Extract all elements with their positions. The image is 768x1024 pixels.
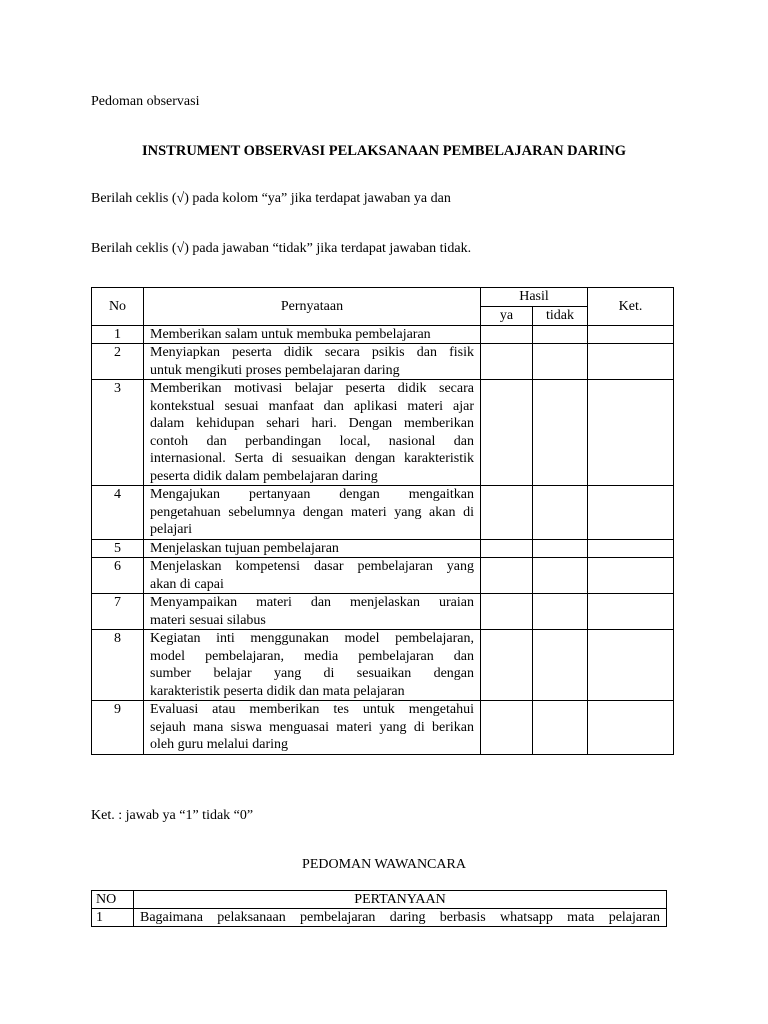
statement-line: sejauh mana siswa menguasai materi yang di berikan — [150, 719, 474, 735]
row-number: 3 — [92, 380, 144, 486]
check-yes-cell[interactable] — [481, 380, 533, 486]
row-statement — [144, 380, 481, 486]
interview-header-no: NO — [92, 891, 134, 909]
row-number: 9 — [92, 701, 144, 755]
statement-line: Mengajukan pertanyaan dengan mengaitkan — [150, 487, 474, 502]
row-statement — [144, 344, 481, 380]
table-row — [92, 486, 674, 540]
row-statement — [144, 539, 481, 558]
note-cell[interactable] — [588, 486, 674, 540]
check-no-cell[interactable] — [533, 594, 588, 630]
check-yes-cell[interactable] — [481, 325, 533, 344]
table-row — [92, 539, 674, 558]
table-row — [92, 325, 674, 344]
statement-line: untuk mengikuti proses pembelajaran daring — [150, 362, 400, 378]
check-yes-cell[interactable] — [481, 539, 533, 558]
interview-row-question: Bagaimana pelaksanaan pembelajaran daring berbasis whatsapp mata pelajaran — [134, 909, 667, 927]
header-no-answer: tidak — [533, 307, 588, 326]
table-row — [92, 701, 674, 755]
note-cell[interactable] — [588, 380, 674, 486]
statement-line: internasional. Serta di sesuaikan dengan karakteristik — [150, 451, 474, 466]
interview-row-no: 1 — [92, 909, 134, 927]
table-row — [92, 380, 674, 486]
check-yes-cell[interactable] — [481, 594, 533, 630]
header-result: Hasil — [481, 288, 588, 307]
row-number: 4 — [92, 486, 144, 540]
statement-line: materi sesuai silabus — [150, 612, 266, 628]
row-number: 1 — [92, 325, 144, 344]
row-statement — [144, 486, 481, 540]
check-no-cell[interactable] — [533, 486, 588, 540]
document-title: INSTRUMENT OBSERVASI PELAKSANAAN PEMBELAJARAN DARING — [142, 143, 626, 159]
statement-line: pelajari — [150, 522, 192, 537]
row-number: 8 — [92, 630, 144, 701]
row-statement — [144, 558, 481, 594]
check-no-cell[interactable] — [533, 701, 588, 755]
check-no-cell[interactable] — [533, 380, 588, 486]
check-yes-cell[interactable] — [481, 558, 533, 594]
row-number: 7 — [92, 594, 144, 630]
statement-line: Menyiapkan peserta didik secara psikis dan fisik — [150, 345, 474, 360]
table-row — [92, 344, 674, 380]
check-no-cell[interactable] — [533, 558, 588, 594]
statement-line: dalam kehidupan sehari hari. Dengan memberikan — [150, 416, 474, 431]
statement-line: Menjelaskan tujuan pembelajaran — [150, 540, 339, 556]
scoring-note: Ket. : jawab ya “1” tidak “0” — [91, 808, 254, 823]
row-statement — [144, 701, 481, 755]
statement-line: pengetahuan sebelumnya dengan materi yang akan di — [150, 504, 474, 520]
check-no-cell[interactable] — [533, 630, 588, 701]
row-statement — [144, 630, 481, 701]
check-yes-cell[interactable] — [481, 344, 533, 380]
check-no-cell[interactable] — [533, 344, 588, 380]
statement-line: akan di capai — [150, 576, 224, 592]
note-cell[interactable] — [588, 344, 674, 380]
statement-line: model pembelajaran, media pembelajaran dan — [150, 648, 474, 664]
note-cell[interactable] — [588, 701, 674, 755]
check-yes-cell[interactable] — [481, 486, 533, 540]
note-cell[interactable] — [588, 539, 674, 558]
statement-line: oleh guru melalui daring — [150, 737, 289, 752]
check-yes-cell[interactable] — [481, 701, 533, 755]
table-row — [92, 630, 674, 701]
header-no: No — [92, 288, 144, 326]
table-row — [92, 558, 674, 594]
note-cell[interactable] — [588, 558, 674, 594]
interview-table — [91, 890, 667, 927]
statement-line: karakteristik peserta didik dan mata pelajaran — [150, 683, 405, 699]
interview-header-question: PERTANYAAN — [134, 891, 667, 909]
row-statement — [144, 594, 481, 630]
statement-line: Menyampaikan materi dan menjelaskan uraian — [150, 595, 474, 610]
observation-table — [91, 287, 674, 755]
row-statement — [144, 325, 481, 344]
statement-line: Kegiatan inti menggunakan model pembelajaran, — [150, 631, 474, 646]
instruction-yes: Berilah ceklis (√) pada kolom “ya” jika terdapat jawaban ya dan — [91, 191, 451, 206]
table-row — [92, 594, 674, 630]
header-note: Ket. — [588, 288, 674, 326]
note-cell[interactable] — [588, 325, 674, 344]
row-number: 2 — [92, 344, 144, 380]
header-statement: Pernyataan — [144, 288, 481, 326]
check-no-cell[interactable] — [533, 539, 588, 558]
document-label: Pedoman observasi — [91, 94, 200, 109]
header-yes: ya — [481, 307, 533, 326]
row-number: 5 — [92, 539, 144, 558]
statement-line: contoh dan perbandingan local, nasional dan — [150, 433, 474, 449]
check-yes-cell[interactable] — [481, 630, 533, 701]
statement-line: Evaluasi atau memberikan tes untuk mengetahui — [150, 702, 474, 717]
statement-line: kontekstual sesuai manfaat dan aplikasi materi ajar — [150, 398, 474, 414]
row-number: 6 — [92, 558, 144, 594]
interview-title: PEDOMAN WAWANCARA — [302, 857, 466, 872]
statement-line: Memberikan salam untuk membuka pembelajaran — [150, 326, 431, 342]
statement-line: peserta didik dalam pembelajaran daring — [150, 468, 378, 484]
statement-line: sumber belajar yang di sesuaikan dengan — [150, 666, 474, 681]
statement-line: Memberikan motivasi belajar peserta didik secara — [150, 381, 474, 396]
note-cell[interactable] — [588, 630, 674, 701]
note-cell[interactable] — [588, 594, 674, 630]
instruction-no: Berilah ceklis (√) pada jawaban “tidak” jika terdapat jawaban tidak. — [91, 241, 472, 256]
check-no-cell[interactable] — [533, 325, 588, 344]
statement-line: Menjelaskan kompetensi dasar pembelajaran yang — [150, 559, 474, 574]
